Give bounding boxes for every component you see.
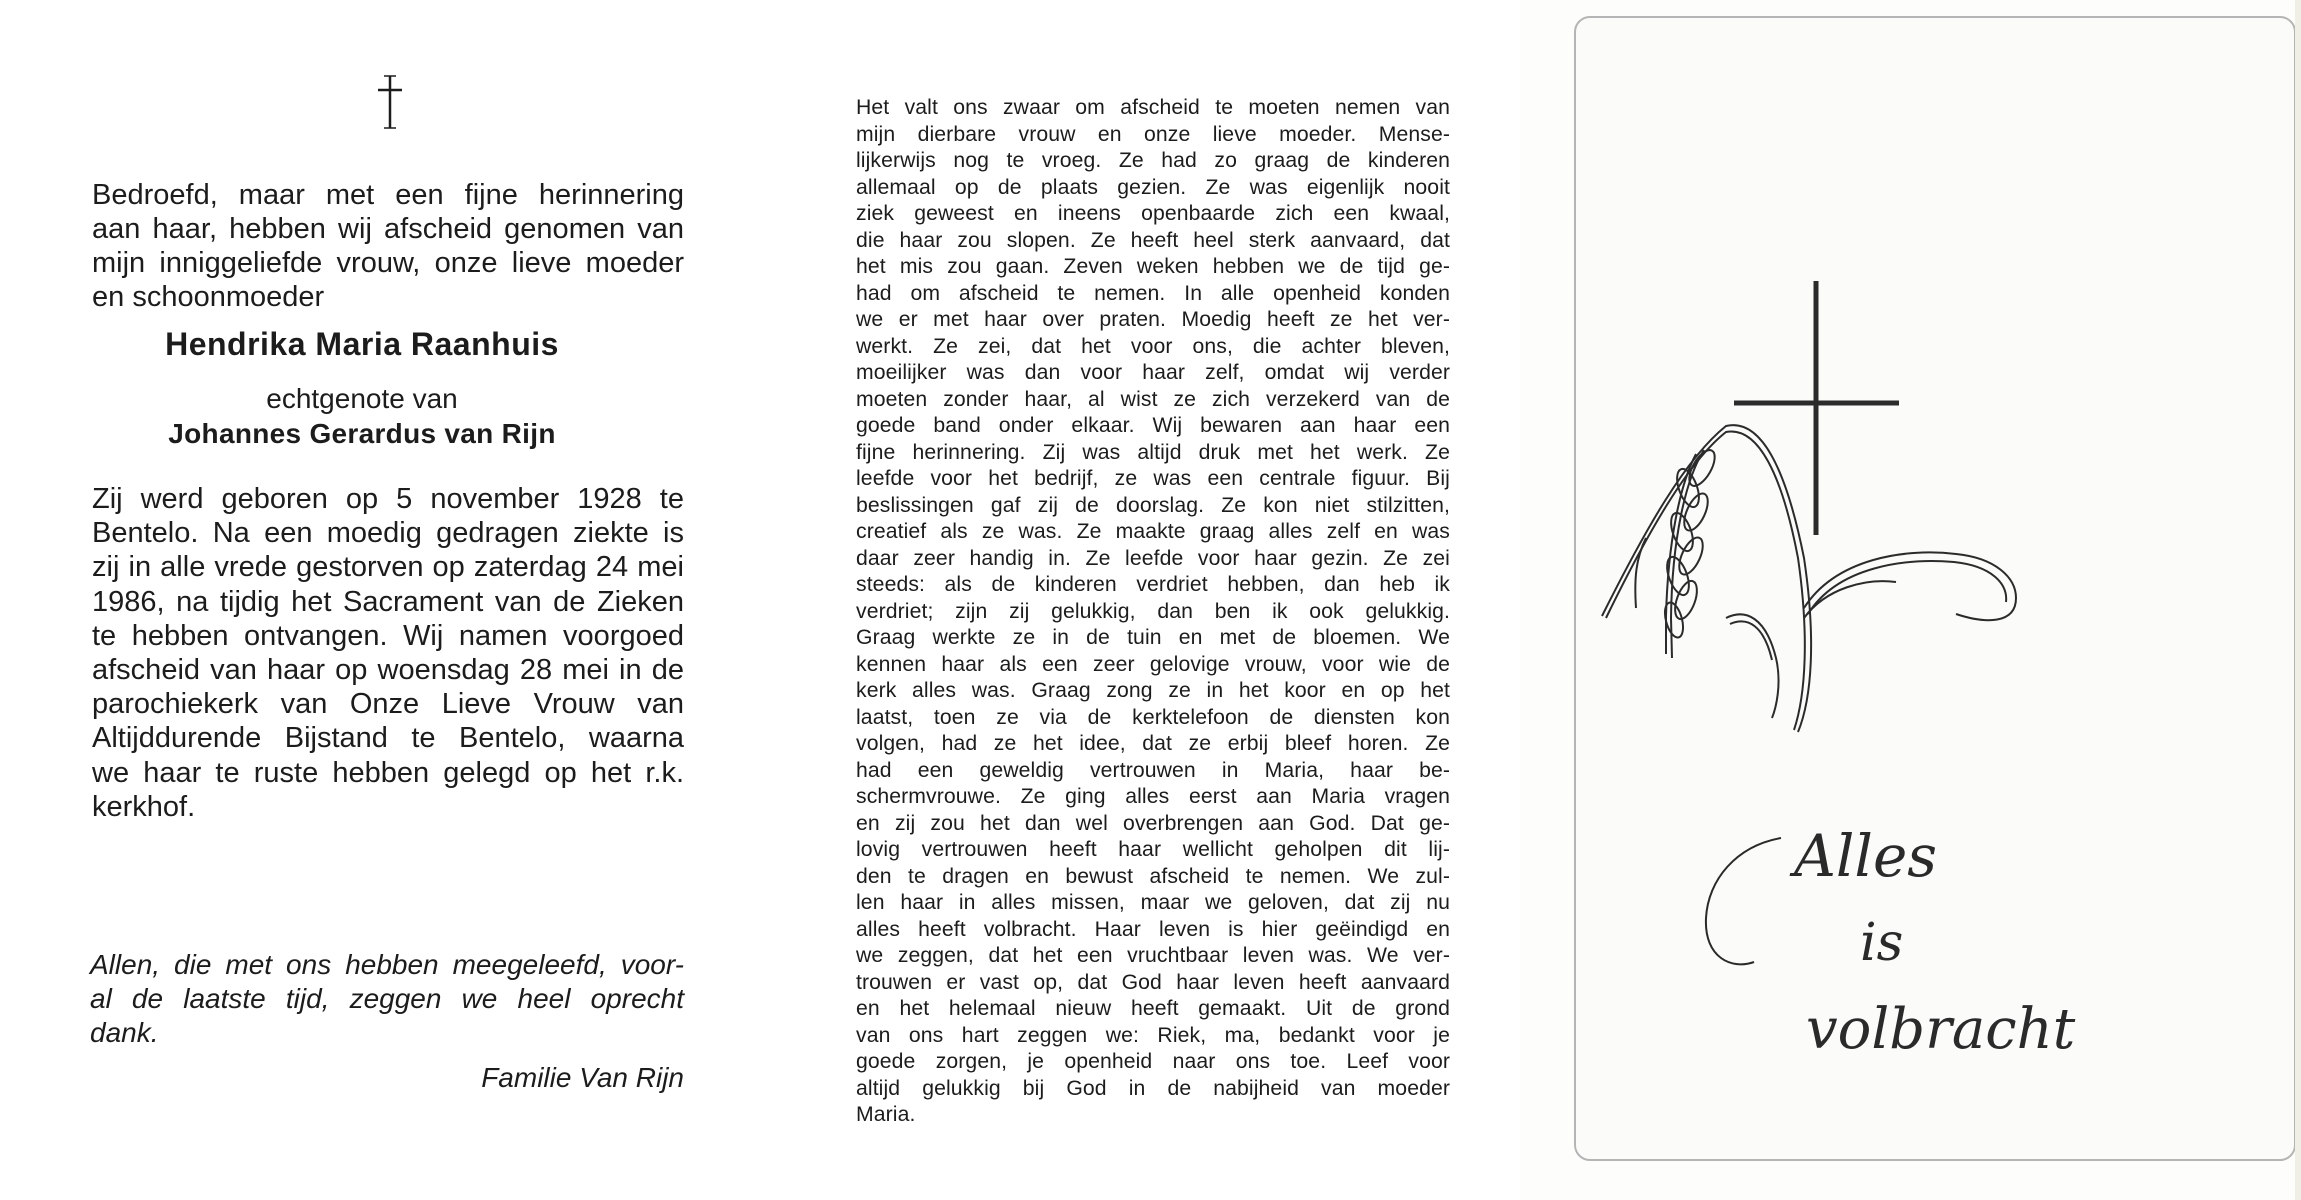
motto-word: volbracht (1806, 997, 2076, 1062)
memorial-line: moeilijker was dan voor haar zelf, omdat wij verder (856, 361, 1450, 384)
thanks-line: al de laatste tijd, zeggen we heel oprecht (90, 983, 684, 1014)
memorial-line: steeds: als de kinderen verdriet hebben, dan heb ik (856, 573, 1450, 596)
memorial-line: en zij zou het dan wel overbrengen aan God. Dat ge- (856, 811, 1450, 835)
bio-line: kerkhof. (92, 790, 196, 823)
memorial-line: leefde voor het bedrijf, ze was een centrale figuur. Bij (856, 467, 1450, 490)
memorial-line: en het helemaal nieuw heeft gemaakt. Uit de grond (856, 997, 1450, 1020)
memorial-line: lijkerwijs nog te vroeg. Ze had zo graag de kinderen (856, 149, 1450, 172)
memorial-line: Het valt ons zwaar om afscheid te moeten nemen van (856, 96, 1450, 119)
memorial-line: fijne herinnering. Zij was altijd druk met het werk. Ze (856, 440, 1450, 464)
memorial-line: len haar in alles missen, maar we geloven, dat zij nu (856, 891, 1450, 914)
deceased-name: Hendrika Maria Raanhuis (165, 326, 559, 362)
motto-word: is (1860, 913, 1904, 973)
memorial-line: Maria. (856, 1103, 916, 1126)
left-panel (0, 0, 760, 1200)
memorial-line: kerk alles was. Graag zong ze in het koor en op het (856, 679, 1450, 702)
intro-paragraph (92, 178, 684, 314)
memorial-line: we zeggen, dat het een vruchtbaar leven was. We ver- (856, 944, 1450, 967)
memorial-line: Graag werkte ze in de tuin en met de bloemen. We (856, 626, 1450, 649)
memorial-line: trouwen er vast op, dat God haar leven heeft aanvaard (856, 970, 1450, 994)
thanks-line: Allen, die met ons hebben meegeleefd, voor- (90, 949, 684, 980)
memorial-line: moeten zonder haar, al wist ze zich verzekerd van de (856, 387, 1450, 411)
memorial-line: die haar zou slopen. Ze heeft heel sterk aanvaard, dat (856, 228, 1450, 252)
memorial-line: had om afscheid te nemen. In alle openheid konden (856, 281, 1450, 305)
spouse-label: echtgenote van (266, 383, 458, 414)
bio-line: Zij werd geboren op 5 november 1928 te (92, 483, 684, 515)
memorial-line: kennen haar als een zeer gelovige vrouw, voor wie de (856, 652, 1450, 676)
memorial-line: creatief als ze was. Ze maakte graag alles zelf en was (856, 520, 1450, 543)
cross-symbol (370, 72, 410, 132)
intro-line: Bedroefd, maar met een fijne herinnering (92, 179, 684, 211)
memorial-line: den te dragen en bewust afscheid te nemen. We zul- (856, 864, 1450, 888)
bio-line: te hebben ontvangen. Wij namen voorgoed (92, 619, 684, 652)
motto-word: Alles (1794, 822, 1938, 890)
memorial-line: goede zorgen, je openheid naar ons toe. Leef voor (856, 1050, 1450, 1073)
thanks-line: dank. (90, 1017, 159, 1048)
memorial-line: daar zeer handig in. Ze leefde voor haar gezin. Ze zei (856, 546, 1450, 570)
biography-paragraph (92, 482, 684, 824)
intro-line: aan haar, hebben wij afscheid genomen van (92, 213, 684, 245)
memorial-line: had een geweldig vertrouwen in Maria, haar be- (856, 758, 1450, 782)
wheat-icon (1602, 425, 2016, 732)
memorial-line: van ons hart zeggen we: Riek, ma, bedankt voor je (856, 1023, 1450, 1047)
memorial-line: we er met haar over praten. Moedig heeft ze het ver- (856, 308, 1450, 331)
memorial-line: schermvrouwe. Ze ging alles eerst aan Maria vragen (856, 785, 1450, 808)
bio-line: 1986, na tijdig het Sacrament van de Zieken (92, 585, 684, 618)
bio-line: afscheid van haar op woensdag 28 mei in de (92, 654, 684, 687)
memorial-line: ziek geweest en ineens openbaarde zich een kwaal, (856, 202, 1450, 225)
memorial-line: lovig vertrouwen heeft haar wellicht geholpen dit lij- (856, 838, 1450, 861)
card-artwork (1576, 18, 2298, 1163)
cross-icon (1734, 281, 1899, 535)
bio-line: Altijddurende Bijstand te Bentelo, waarna (92, 722, 684, 755)
memorial-line: goede band onder elkaar. Wij bewaren aan haar een (856, 414, 1450, 437)
memorial-card (1574, 16, 2296, 1161)
memorial-text (856, 95, 1450, 1129)
family-signature: Familie Van Rijn (481, 1062, 684, 1093)
motto (1706, 822, 2076, 1062)
memorial-line: verdriet; zijn zij gelukkig, dan ben ik ook gelukkig. (856, 599, 1450, 623)
memorial-line: altijd gelukkig bij God in de nabijheid van moeder (856, 1076, 1450, 1100)
intro-line: en schoonmoeder (92, 281, 325, 313)
bio-line: we haar te ruste hebben gelegd op het r.k. (92, 756, 684, 789)
memorial-line: mijn dierbare vrouw en onze lieve moeder. Mense- (856, 122, 1450, 146)
memorial-line: beslissingen gaf zij de doorslag. Ze kon niet stilzitten, (856, 493, 1450, 517)
spouse-name: Johannes Gerardus van Rijn (168, 418, 556, 449)
thanks-paragraph (90, 948, 684, 1050)
bio-line: parochiekerk van Onze Lieve Vrouw van (92, 688, 684, 721)
memorial-line: alles heeft volbracht. Haar leven is hier geëindigd en (856, 917, 1450, 941)
bio-line: zij in alle vrede gestorven op zaterdag 24 mei (92, 551, 684, 584)
right-panel (1520, 0, 2301, 1200)
memorial-line: volgen, had ze het idee, dat ze erbij bleef horen. Ze (856, 732, 1450, 755)
memorial-line: laatst, toen ze via de kerktelefoon de diensten kon (856, 705, 1450, 729)
memorial-line: werkt. Ze zei, dat het voor ons, die achter bleven, (856, 334, 1450, 358)
memorial-line: allemaal op de plaats gezien. Ze was eigenlijk nooit (856, 175, 1450, 199)
intro-line: mijn inniggeliefde vrouw, onze lieve moeder (92, 247, 684, 279)
bio-line: Bentelo. Na een moedig gedragen ziekte is (92, 517, 684, 550)
memorial-line: het mis zou gaan. Zeven weken hebben we de tijd ge- (856, 255, 1450, 278)
middle-panel (760, 0, 1520, 1200)
page-edge (2295, 0, 2301, 1200)
